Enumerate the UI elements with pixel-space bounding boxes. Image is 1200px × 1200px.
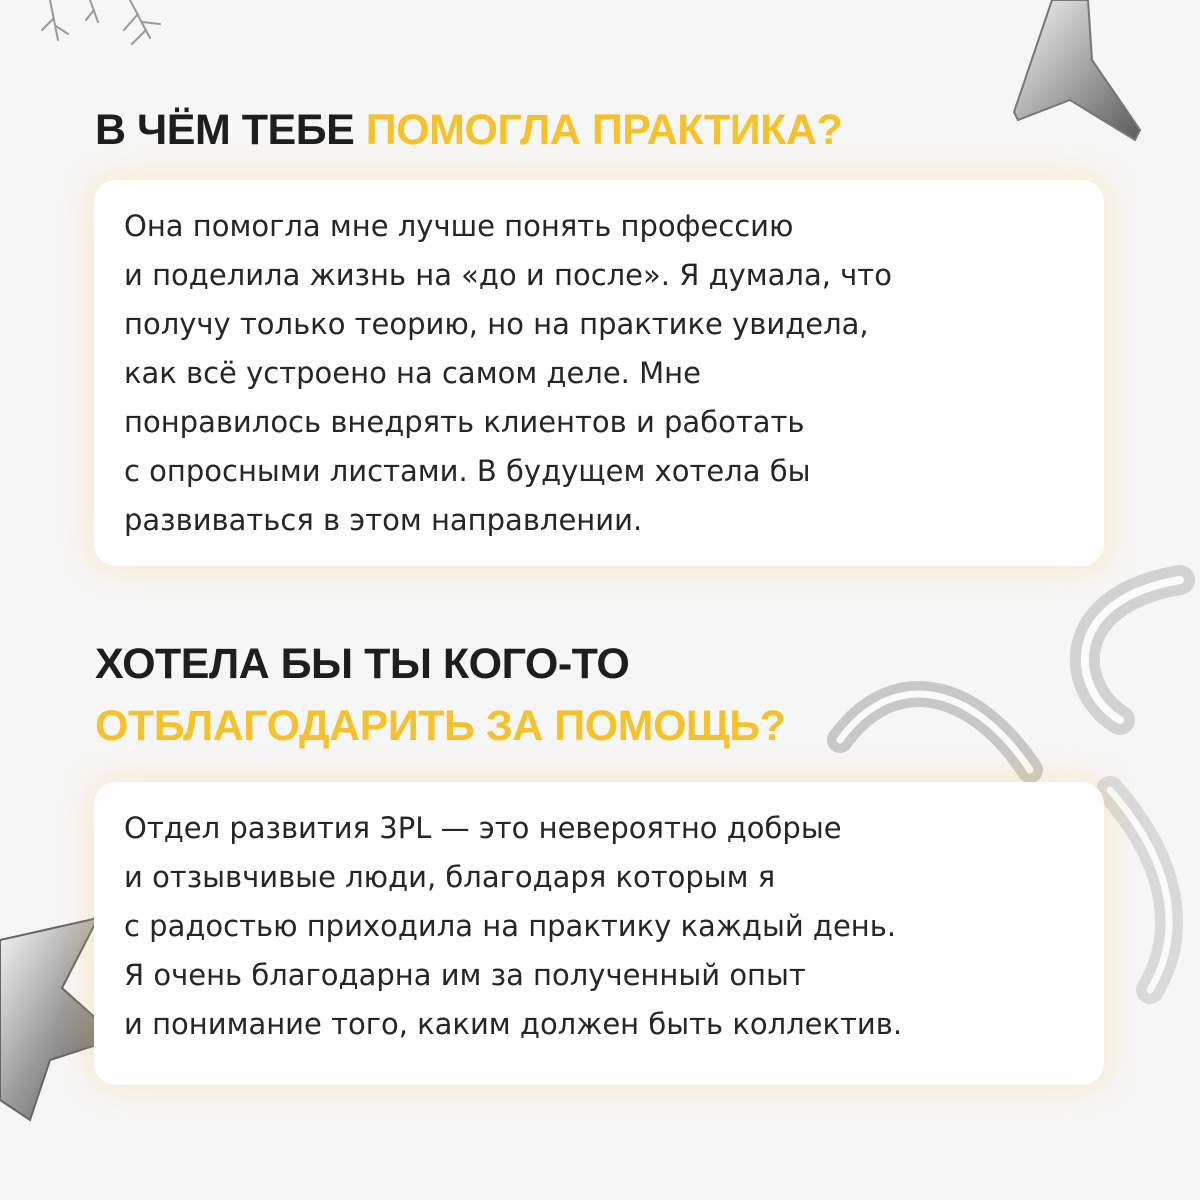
answer-line: с радостью приходила на практику каждый день. <box>124 909 897 943</box>
section-2-heading-line-1: ХОТЕЛА БЫ ТЫ КОГО-ТО <box>95 640 630 688</box>
answer-line: развиваться в этом направлении. <box>124 503 643 537</box>
answer-line: получу только теорию, но на практике увидела, <box>124 307 869 341</box>
answer-line: и понимание того, каким должен быть коллектив. <box>124 1007 903 1041</box>
answer-line: Отдел развития 3PL — это невероятно добрые <box>124 811 842 845</box>
answer-card-1 <box>94 180 1104 566</box>
answer-line: Я очень благодарна им за полученный опыт <box>124 958 806 992</box>
answer-line: и отзывчивые люди, благодаря которым я <box>124 860 776 894</box>
answer-card-2 <box>94 782 1104 1085</box>
answer-line: с опросными листами. В будущем хотела бы <box>124 454 811 488</box>
heading-dark-text: В ЧЁМ ТЕБЕ <box>95 106 366 154</box>
silver-star-icon <box>1000 0 1150 150</box>
heading-accent-text: ПОМОГЛА ПРАКТИКА? <box>365 106 843 154</box>
section-1-heading <box>95 104 842 156</box>
section-2-heading-line-2: ОТБЛАГОДАРИТЬ ЗА ПОМОЩЬ? <box>95 702 786 750</box>
answer-line: Она помогла мне лучше понять профессию <box>124 209 794 243</box>
silver-branch-icon <box>20 0 170 50</box>
answer-line: и поделила жизнь на «до и после». Я думала, что <box>124 258 892 292</box>
answer-line: понравилось внедрять клиентов и работать <box>124 405 805 439</box>
answer-line: как всё устроено на самом деле. Мне <box>124 356 701 390</box>
